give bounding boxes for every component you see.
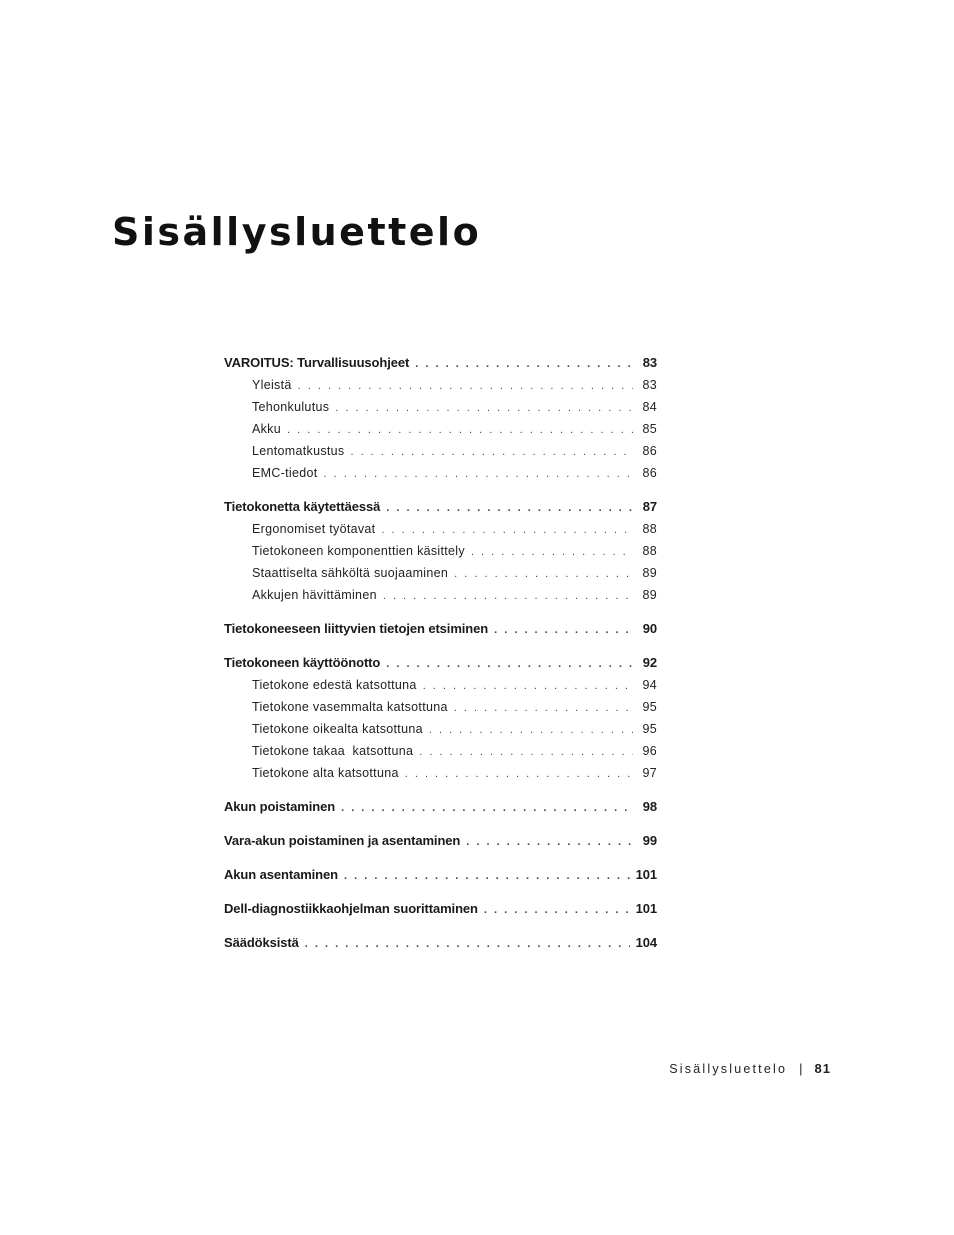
toc-entry-label: Tietokone edestä katsottuna [252,678,417,692]
dot-leader [471,541,633,563]
toc-entry-page: 86 [642,444,657,458]
dot-leader [383,585,633,607]
toc-entry-page: 98 [642,799,657,814]
dot-leader [324,463,633,485]
toc-entry-label: Akkujen hävittäminen [252,588,377,602]
toc-entry-label: EMC-tiedot [252,466,318,480]
toc-entry[interactable] [224,496,657,518]
toc-entry[interactable] [224,898,657,920]
toc-subentry[interactable] [224,540,657,562]
toc-entry-page: 89 [642,588,657,602]
toc-entry-page: 95 [642,700,657,714]
toc-entry-page: 86 [642,466,657,480]
dot-leader [454,697,633,719]
toc-entry-page: 101 [635,867,657,882]
toc-entry-label: Lentomatkustus [252,444,345,458]
toc-entry[interactable] [224,932,657,954]
toc-subentry[interactable] [224,718,657,740]
toc-entry-page: 104 [635,935,657,950]
toc-entry-label: VAROITUS: Turvallisuusohjeet [224,355,410,370]
toc-entry-page: 101 [635,901,657,916]
dot-leader [381,519,633,541]
dot-leader [344,865,630,887]
dot-leader [454,563,633,585]
toc-entry-label: Tehonkulutus [252,400,330,414]
toc-entry-label: Akun poistaminen [224,799,336,814]
toc-entry-label: Tietokone takaa katsottuna [252,744,414,758]
toc-entry[interactable] [224,618,657,640]
toc-subentry[interactable] [224,762,657,784]
toc-entry[interactable] [224,830,657,852]
toc-subentry[interactable] [224,518,657,540]
toc-entry[interactable] [224,652,657,674]
dot-leader [429,719,633,741]
page-number: 81 [814,1061,831,1076]
toc-entry-label: Staattiselta sähköltä suojaaminen [252,566,449,580]
toc-subentry[interactable] [224,374,657,396]
dot-leader [466,831,633,853]
toc-entry-page: 87 [642,499,657,514]
toc-entry-page: 83 [642,378,657,392]
toc-entry-page: 99 [642,833,657,848]
dot-leader [419,741,633,763]
toc-entry-page: 96 [642,744,657,758]
dot-leader [423,675,633,697]
toc-entry[interactable] [224,352,657,374]
dot-leader [298,375,633,397]
page-footer [669,1061,831,1076]
toc-entry[interactable] [224,796,657,818]
toc-entry-label: Yleistä [252,378,292,392]
toc-entry-label: Vara-akun poistaminen ja asentaminen [224,833,461,848]
dot-leader [386,497,633,519]
dot-leader [287,419,633,441]
toc-entry-page: 92 [642,655,657,670]
toc-subentry[interactable] [224,396,657,418]
footer-separator: | [799,1061,803,1076]
toc-entry-label: Tietokone alta katsottuna [252,766,399,780]
toc-entry-page: 84 [642,400,657,414]
toc-entry-page: 94 [642,678,657,692]
toc-entry-label: Ergonomiset työtavat [252,522,376,536]
toc-entry-page: 85 [642,422,657,436]
dot-leader [415,353,633,375]
toc-entry-page: 83 [642,355,657,370]
toc-subentry[interactable] [224,562,657,584]
toc-subentry[interactable] [224,418,657,440]
toc-entry-page: 88 [642,522,657,536]
toc-entry-label: Dell-diagnostiikkaohjelman suorittaminen [224,901,478,916]
table-of-contents [224,352,657,954]
toc-subentry[interactable] [224,740,657,762]
toc-subentry[interactable] [224,462,657,484]
dot-leader [494,619,633,641]
dot-leader [305,933,630,955]
toc-subentry[interactable] [224,584,657,606]
dot-leader [484,899,630,921]
toc-entry-label: Tietokonetta käytettäessä [224,499,381,514]
toc-entry-page: 90 [642,621,657,636]
dot-leader [405,763,633,785]
toc-entry-page: 95 [642,722,657,736]
toc-entry-label: Akku [252,422,281,436]
dot-leader [350,441,633,463]
toc-entry-label: Tietokoneeseen liittyvien tietojen etsiminen [224,621,489,636]
toc-entry-page: 88 [642,544,657,558]
toc-entry[interactable] [224,864,657,886]
toc-entry-label: Tietokoneen käyttöönotto [224,655,381,670]
toc-subentry[interactable] [224,696,657,718]
toc-subentry[interactable] [224,674,657,696]
footer-section-title: Sisällysluettelo [669,1061,788,1076]
page-title: Sisällysluettelo [112,210,482,254]
dot-leader [341,797,633,819]
dot-leader [335,397,633,419]
toc-entry-label: Tietokone vasemmalta katsottuna [252,700,448,714]
toc-subentry[interactable] [224,440,657,462]
toc-entry-page: 89 [642,566,657,580]
toc-entry-label: Säädöksistä [224,935,299,950]
toc-entry-page: 97 [642,766,657,780]
toc-entry-label: Akun asentaminen [224,867,338,882]
toc-entry-label: Tietokoneen komponenttien käsittely [252,544,465,558]
dot-leader [386,653,633,675]
toc-entry-label: Tietokone oikealta katsottuna [252,722,423,736]
